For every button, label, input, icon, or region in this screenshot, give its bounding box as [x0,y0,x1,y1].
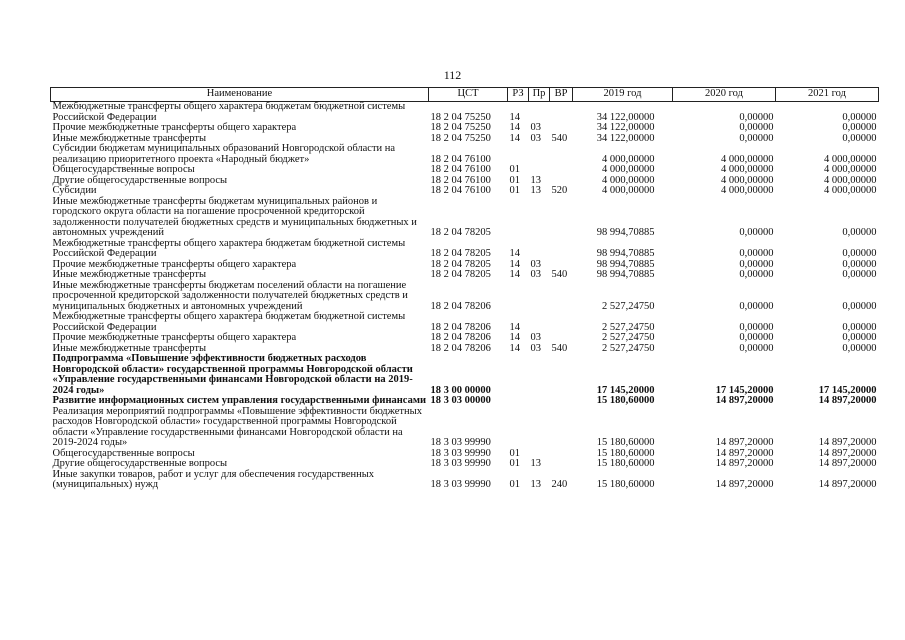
row-value-2019: 15 180,60000 [596,437,655,448]
row-cst: 18 3 03 99990 [430,479,491,490]
row-cst: 18 2 04 78206 [430,321,491,333]
row-vr [550,239,573,260]
table-row [51,144,879,165]
row-value-2019: 2 527,24750 [602,342,655,354]
header-cst: ЦСТ [429,88,508,102]
row-value-2021: 17 145,20000 [818,384,877,396]
row-value-2021: 0,00000 [842,227,877,238]
row-rz: 14 [509,111,520,123]
row-rz [508,407,529,449]
row-name: Субсидии [52,185,97,196]
row-value-2021: 0,00000 [842,111,877,123]
row-cst: 18 2 04 78206 [430,342,491,354]
table-row [51,165,879,176]
row-pr: 03 [530,122,541,133]
row-vr [550,123,573,134]
row-value-2019: 2 527,24750 [602,321,655,333]
row-value-2021: 0,00000 [842,122,877,133]
row-value-2021: 0,00000 [842,269,877,280]
header-rz: РЗ [508,88,529,102]
row-vr [550,354,573,396]
row-value-2020: 0,00000 [739,300,774,312]
row-cst: 18 2 04 75250 [430,132,491,144]
row-value-2021: 4 000,00000 [824,174,877,186]
row-value-2020: 14 897,20000 [715,458,774,469]
row-name: Субсидии бюджетам муниципальных образований Новгородской области на реализацию приоритетного проекта «Народный бюджет» [52,143,396,165]
row-name: Иные межбюджетные трансферты [52,342,207,354]
row-pr [529,144,550,165]
table-body [51,102,879,491]
row-name: Межбюджетные трансферты общего характера бюджетам бюджетной системы Российской Федерации [52,101,406,123]
row-value-2020: 17 145,20000 [715,384,774,396]
row-vr: 540 [551,132,568,144]
row-value-2020: 4 000,00000 [721,174,774,186]
row-vr: 520 [551,185,568,196]
table-row [51,459,879,470]
row-cst: 18 2 04 76100 [430,164,491,175]
row-pr: 03 [530,269,541,280]
row-value-2021: 0,00000 [842,248,877,259]
row-cst: 18 3 03 99990 [430,447,491,459]
row-pr [529,197,550,239]
row-rz [508,144,529,165]
header-pr: Пр [529,88,550,102]
row-rz: 01 [509,185,520,196]
row-cst: 18 3 03 99990 [430,437,491,448]
row-name: Реализация мероприятий подпрограммы «Повышение эффективности бюджетных расходов Новгородской области» государственной программы Новгородской области «Управление государственными финансами Новгородской области на 2019-2024 годы» [52,405,422,448]
table-row [51,239,879,260]
row-value-2021: 14 897,20000 [818,479,877,490]
row-value-2021: 0,00000 [842,258,877,270]
row-name: Общегосударственные вопросы [52,447,195,459]
table-row [51,102,879,124]
row-cst: 18 2 04 76100 [430,174,491,186]
row-name: Межбюджетные трансферты общего характера бюджетам бюджетной системы Российской Федерации [52,311,406,333]
row-value-2020: 14 897,20000 [715,395,774,406]
row-pr: 13 [530,185,541,196]
table-row [51,197,879,239]
table-row [51,270,879,281]
row-cst: 18 3 03 99990 [430,458,491,469]
row-rz [508,197,529,239]
table-row [51,396,879,407]
row-value-2021: 4 000,00000 [824,164,877,175]
budget-table [50,87,879,491]
row-value-2020: 0,00000 [739,321,774,333]
table-row [51,123,879,134]
row-rz: 01 [509,447,520,459]
table-row [51,312,879,333]
row-vr [550,144,573,165]
row-cst: 18 2 04 78206 [430,332,491,343]
row-value-2020: 4 000,00000 [721,164,774,175]
row-pr: 13 [530,174,541,186]
row-value-2020: 0,00000 [739,122,774,133]
row-vr: 540 [551,269,568,280]
row-rz: 14 [509,269,520,280]
row-vr [550,197,573,239]
row-value-2021: 0,00000 [842,300,877,312]
row-cst: 18 2 04 76100 [430,185,491,196]
row-vr [550,333,573,344]
row-cst: 18 3 00 00000 [430,384,491,396]
row-name: Общегосударственные вопросы [52,164,195,175]
row-cst: 18 2 04 78205 [430,227,491,238]
header-2019: 2019 год [573,88,673,102]
header-2020: 2020 год [673,88,776,102]
row-value-2019: 4 000,00000 [602,153,655,165]
row-rz [508,354,529,396]
row-value-2020: 0,00000 [739,258,774,270]
row-value-2021: 4 000,00000 [824,185,877,196]
row-name: Иные межбюджетные трансферты [52,132,207,144]
header-vr: ВР [550,88,573,102]
row-rz: 14 [509,342,520,354]
row-value-2019: 98 994,70885 [596,258,655,270]
row-cst: 18 2 04 78206 [430,300,491,312]
row-pr [529,396,550,407]
row-value-2019: 98 994,70885 [596,248,655,259]
table-header-row [51,88,879,102]
row-rz: 01 [509,458,520,469]
table-row [51,281,879,313]
row-value-2019: 98 994,70885 [596,227,655,238]
row-vr [550,102,573,124]
row-cst: 18 2 04 75250 [430,111,491,123]
row-value-2020: 14 897,20000 [715,479,774,490]
row-value-2021: 0,00000 [842,342,877,354]
row-vr [550,407,573,449]
row-rz: 14 [509,122,520,133]
row-value-2020: 0,00000 [739,332,774,343]
row-value-2021: 0,00000 [842,132,877,144]
row-value-2020: 14 897,20000 [715,447,774,459]
row-pr: 03 [530,258,541,270]
table-row [51,470,879,491]
row-value-2021: 14 897,20000 [818,447,877,459]
row-cst: 18 2 04 78205 [430,269,491,280]
row-value-2020: 0,00000 [739,132,774,144]
row-rz: 01 [509,174,520,186]
row-vr [550,312,573,333]
page-number: 112 [443,68,462,82]
row-pr [529,102,550,124]
row-name: Иные межбюджетные трансферты бюджетам муниципальных районов и городского округа области на погашение просроченной кредиторской задолженности получателей бюджетных средств и муниципальных бюджетных и автономных учреждений [52,195,417,238]
table-row [51,186,879,197]
row-name: Развитие информационных систем управления государственными финансами [52,395,427,406]
row-pr [529,312,550,333]
row-value-2020: 0,00000 [739,248,774,259]
row-value-2019: 15 180,60000 [596,458,655,469]
row-value-2019: 4 000,00000 [602,185,655,196]
row-name: Прочие межбюджетные трансферты общего характера [52,258,297,270]
row-name: Иные закупки товаров, работ и услуг для обеспечения государственных (муниципальных) нужд [52,468,375,490]
row-value-2020: 0,00000 [739,111,774,123]
row-value-2021: 14 897,20000 [818,437,877,448]
row-name: Иные межбюджетные трансферты бюджетам поселений области на погашение просроченной кредиторской задолженности получателей бюджетных средств и муниципальных бюджетных и автономных учреждений [52,279,408,312]
table-row [51,407,879,449]
row-value-2020: 0,00000 [739,227,774,238]
row-name: Иные межбюджетные трансферты [52,269,207,280]
row-name: Межбюджетные трансферты общего характера бюджетам бюджетной системы Российской Федерации [52,237,406,259]
row-value-2020: 4 000,00000 [721,185,774,196]
row-value-2019: 15 180,60000 [596,447,655,459]
row-value-2019: 2 527,24750 [602,332,655,343]
row-value-2020: 0,00000 [739,342,774,354]
row-pr: 03 [530,342,541,354]
row-value-2019: 15 180,60000 [596,479,655,490]
row-cst: 18 2 04 76100 [430,153,491,165]
row-value-2019: 4 000,00000 [602,174,655,186]
row-value-2019: 98 994,70885 [596,269,655,280]
row-pr [529,281,550,313]
row-rz: 14 [509,248,520,259]
row-rz [508,396,529,407]
header-name: Наименование [51,88,429,102]
row-vr [550,459,573,470]
table-row [51,333,879,344]
row-pr [529,354,550,396]
row-cst: 18 2 04 78205 [430,248,491,259]
row-vr: 540 [551,342,568,354]
row-cst: 18 2 04 78205 [430,258,491,270]
row-value-2020: 4 000,00000 [721,153,774,165]
row-cst: 18 2 04 75250 [430,122,491,133]
table-row [51,354,879,396]
row-pr: 03 [530,132,541,144]
row-value-2020: 0,00000 [739,269,774,280]
row-vr [550,165,573,176]
row-name: Другие общегосударственные вопросы [52,458,228,469]
row-value-2019: 34 122,00000 [596,111,655,123]
row-pr [529,239,550,260]
row-rz: 14 [509,321,520,333]
row-name: Другие общегосударственные вопросы [52,174,228,186]
row-rz: 14 [509,332,520,343]
row-pr [529,407,550,449]
row-vr [550,281,573,313]
row-value-2019: 34 122,00000 [596,132,655,144]
row-value-2019: 17 145,20000 [596,384,655,396]
row-value-2019: 15 180,60000 [596,395,655,406]
row-value-2021: 14 897,20000 [818,458,877,469]
row-value-2020: 14 897,20000 [715,437,774,448]
row-name: Прочие межбюджетные трансферты общего характера [52,332,297,343]
row-pr: 13 [530,479,541,490]
row-vr [550,396,573,407]
row-rz: 01 [509,479,520,490]
row-rz: 01 [509,164,520,175]
row-value-2021: 0,00000 [842,321,877,333]
row-name: Подпрограмма «Повышение эффективности бюджетных расходов Новгородской области» государственной программы Новгородской области «Управление государственными финансами Новгородской области на 2019-2024 годы» [52,353,413,396]
row-vr [550,449,573,460]
row-value-2021: 0,00000 [842,332,877,343]
row-cst: 18 3 03 00000 [430,395,491,406]
row-value-2021: 4 000,00000 [824,153,877,165]
row-value-2019: 2 527,24750 [602,300,655,312]
row-value-2019: 4 000,00000 [602,164,655,175]
row-rz: 14 [509,132,520,144]
row-pr: 03 [530,332,541,343]
row-pr [529,165,550,176]
row-rz [508,281,529,313]
row-name: Прочие межбюджетные трансферты общего характера [52,122,297,133]
row-rz: 14 [509,258,520,270]
row-pr: 13 [530,458,541,469]
row-value-2021: 14 897,20000 [818,395,877,406]
row-vr: 240 [551,479,568,490]
header-2021: 2021 год [776,88,879,102]
row-value-2019: 34 122,00000 [596,122,655,133]
